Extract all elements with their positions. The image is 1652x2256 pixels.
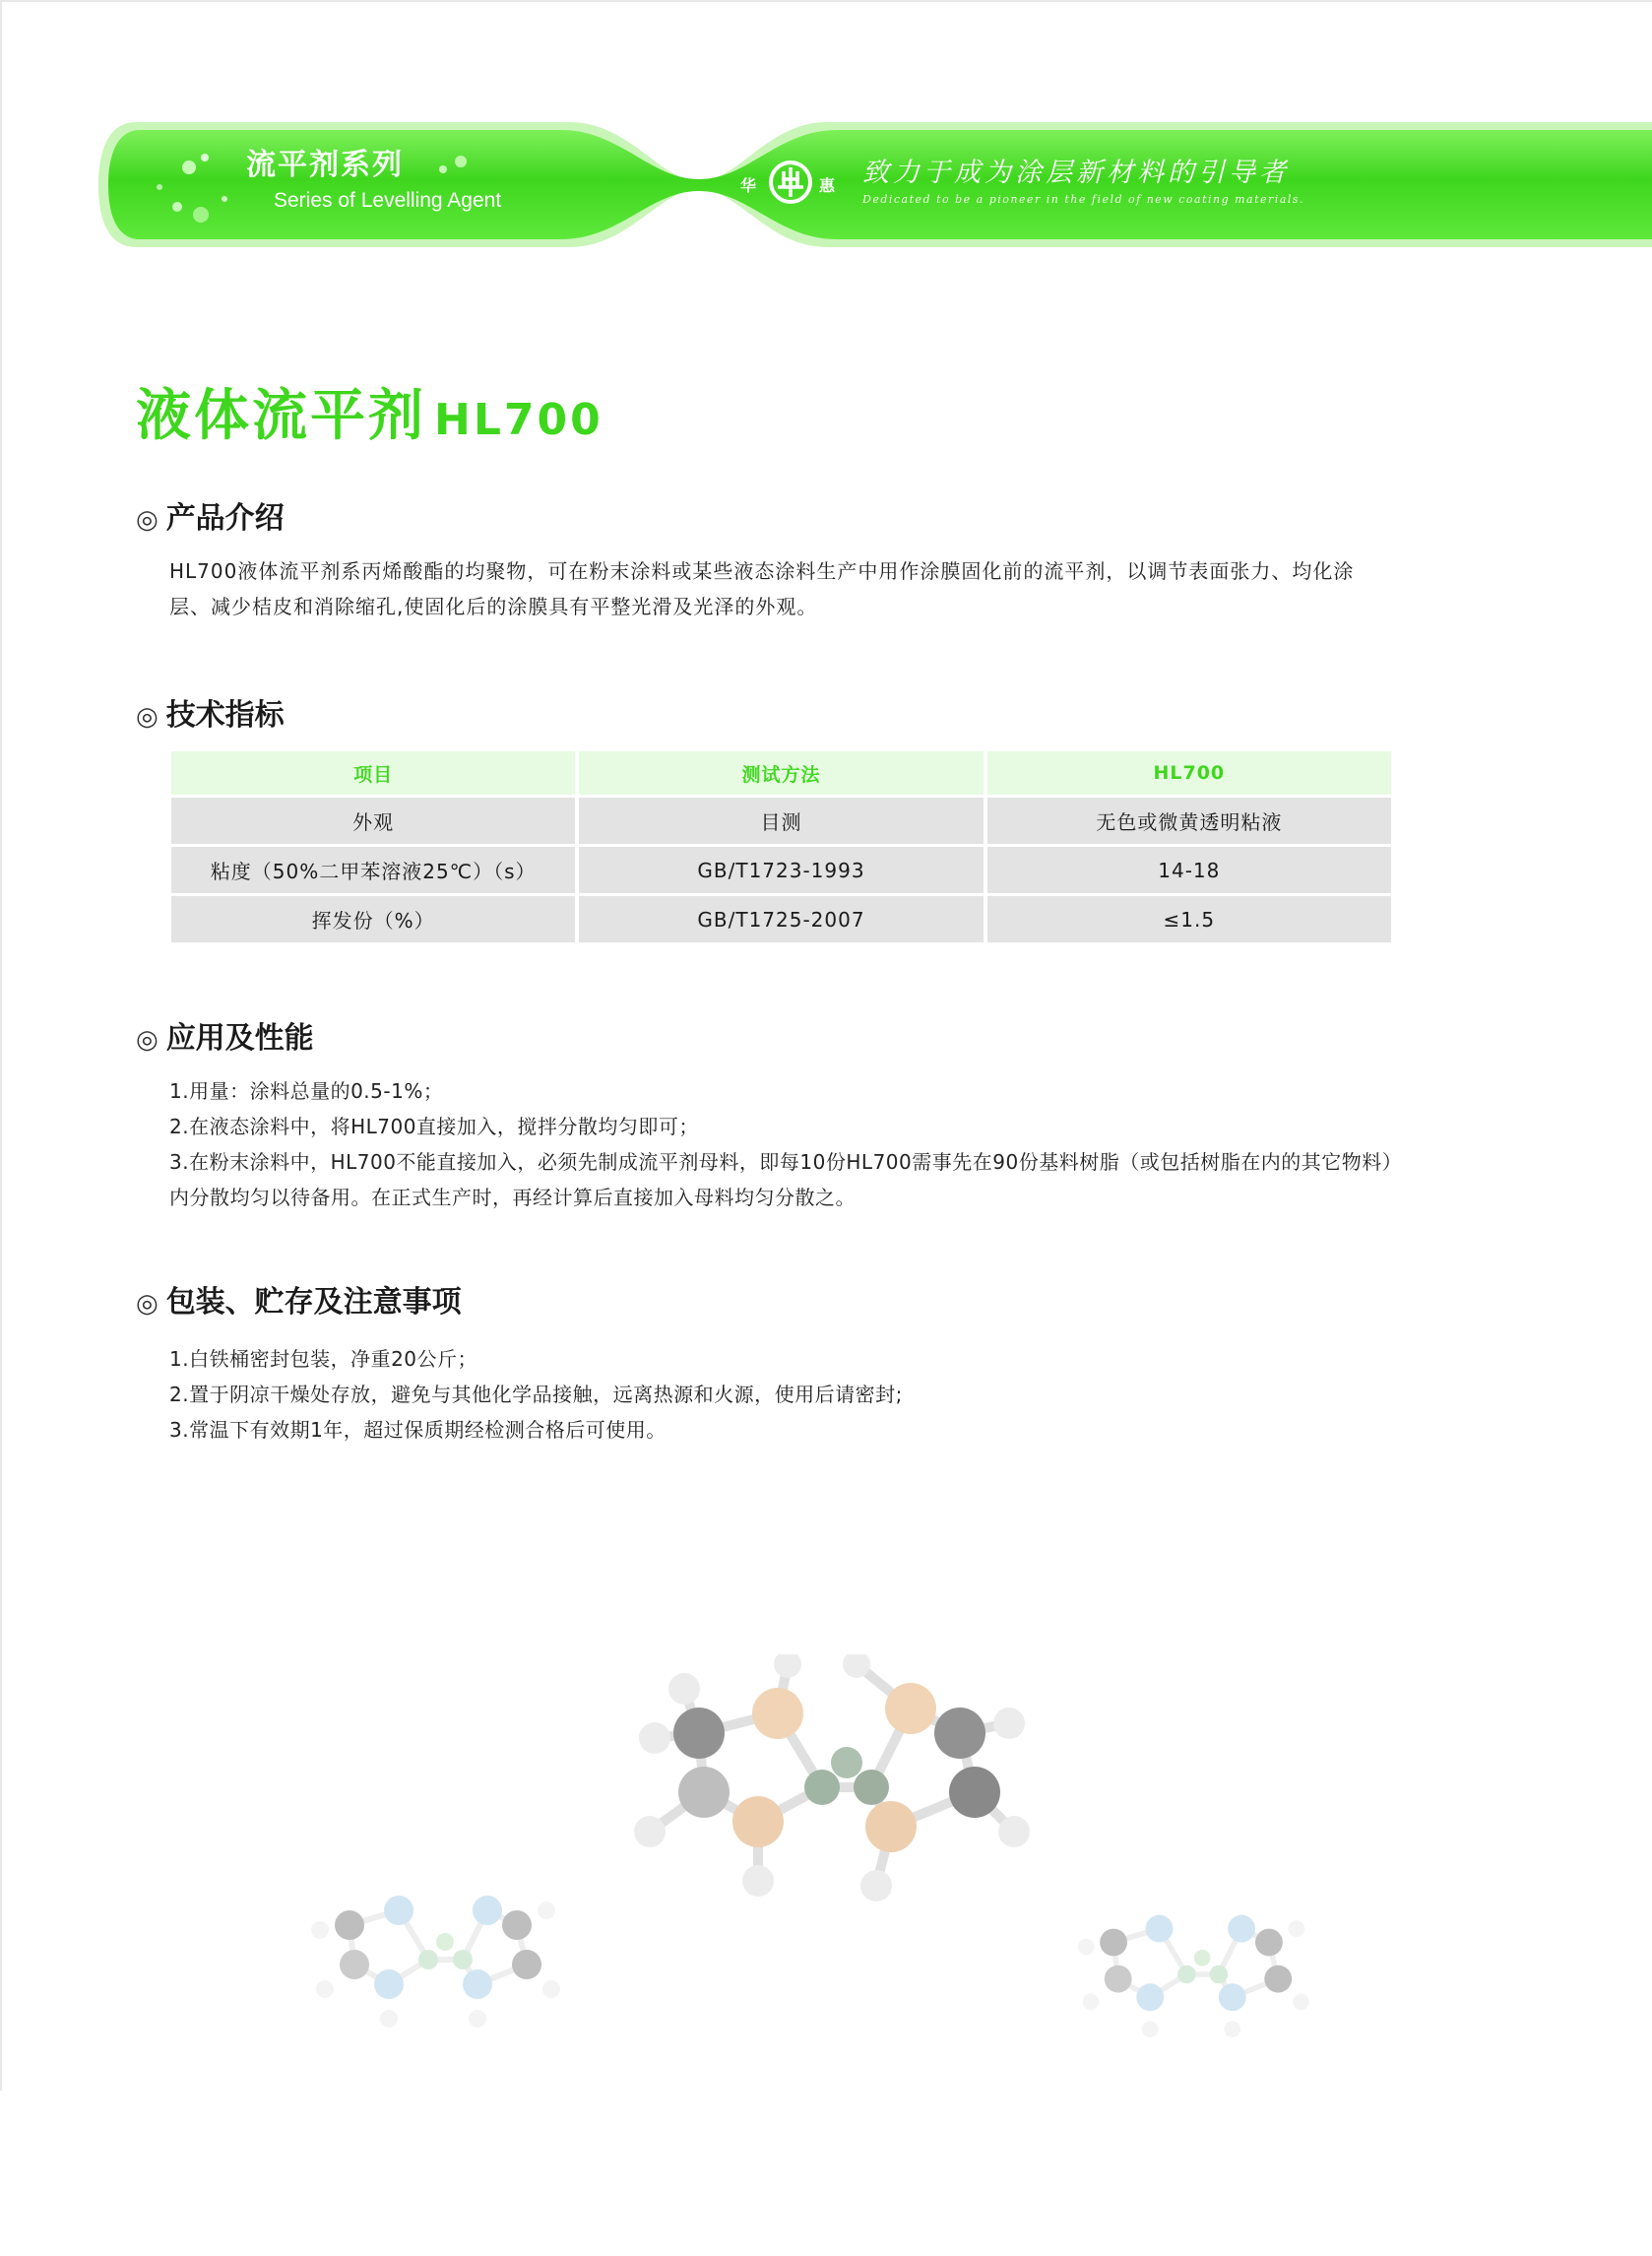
table-cell: 挥发份（%）: [171, 896, 575, 942]
bullet-icon: ◎: [136, 1025, 159, 1055]
table-cell: 粘度（50%二甲苯溶液25℃）（s）: [171, 847, 575, 893]
column-header: 测试方法: [579, 751, 983, 795]
table-row: [171, 798, 1391, 844]
list-item: 1.白铁桶密封包装，净重20公斤；: [169, 1347, 478, 1371]
product-title-cn: 液体流平剂: [136, 384, 426, 448]
table-cell: 外观: [171, 798, 575, 844]
logo-emblem-icon: [768, 158, 813, 207]
column-header: 项目: [171, 751, 575, 795]
section-title: 技术指标: [165, 698, 285, 733]
bullet-icon: ◎: [136, 505, 159, 535]
list-item: 1.用量：涂料总量的0.5-1%；: [169, 1079, 444, 1103]
table-header-row: [171, 751, 1391, 795]
slogan-en: Dedicated to be a pioneer in the field of new coating materials.: [862, 193, 1305, 206]
molecule-large-icon: [610, 1654, 1044, 1950]
table-cell: GB/T1723-1993: [579, 847, 983, 893]
section-heading-intro: [136, 501, 285, 538]
list-item: 3.在粉末涂料中，HL700不能直接加入，必须先制成流平剂母料，即每10份HL700需事先在90份基料树脂（或包括树脂在内的其它物料）内分散均匀以待备用。在正式生产时，再经计算后直接加入母料均匀分散之。: [169, 1150, 1403, 1209]
section-heading-packaging: [136, 1285, 462, 1321]
product-model: HL700: [434, 395, 604, 445]
slogan-cn: 致力于成为涂层新材料的引导者: [862, 158, 1290, 188]
logo-right-char: 惠: [819, 176, 836, 195]
product-title: [136, 372, 604, 451]
table-cell: GB/T1725-2007: [579, 896, 983, 942]
section-title: 应用及性能: [165, 1021, 314, 1056]
section-heading-specs: [136, 698, 285, 735]
bullet-icon: ◎: [136, 1289, 159, 1319]
logo-left-char: 华: [740, 176, 757, 195]
application-list: [169, 1073, 1410, 1215]
list-item: 3.常温下有效期1年，超过保质期经检测合格后可使用。: [169, 1418, 667, 1442]
list-item: 2.在液态涂料中，将HL700直接加入，搅拌分散均匀即可；: [169, 1115, 699, 1138]
table-cell: ≤1.5: [987, 896, 1391, 942]
molecule-small-right-icon: [1063, 1891, 1319, 2058]
table-row: [171, 896, 1391, 942]
slogan: [862, 158, 1304, 206]
table-cell: 无色或微黄透明粘液: [987, 798, 1391, 844]
company-logo: [736, 158, 845, 207]
table-cell: 目测: [579, 798, 983, 844]
section-title: 包装、贮存及注意事项: [165, 1285, 462, 1320]
list-item: 2.置于阴凉干燥处存放，避免与其他化学品接触，远离热源和火源，使用后请密封;: [169, 1383, 903, 1406]
packaging-list: [169, 1341, 1410, 1448]
bullet-icon: ◎: [136, 702, 159, 732]
series-title-cn: 流平剂系列: [246, 148, 404, 182]
spec-table: [167, 748, 1395, 945]
table-row: [171, 847, 1391, 893]
section-title: 产品介绍: [165, 501, 285, 536]
table-cell: 14-18: [987, 847, 1391, 893]
intro-paragraph: HL700液体流平剂系丙烯酸酯的均聚物，可在粉末涂料或某些液态涂料生产中用作涂膜固化前的流平剂，以调节表面张力、均化涂层、减少桔皮和消除缩孔,使固化后的涂膜具有平整光滑及光泽的外观。: [169, 559, 1355, 618]
section-heading-application: [136, 1021, 314, 1058]
bottom-margin: [0, 2091, 1652, 2256]
column-header: HL700: [987, 751, 1391, 795]
series-label: [246, 148, 501, 213]
series-title-en: Series of Levelling Agent: [274, 189, 502, 212]
molecule-small-left-icon: [295, 1871, 571, 2048]
